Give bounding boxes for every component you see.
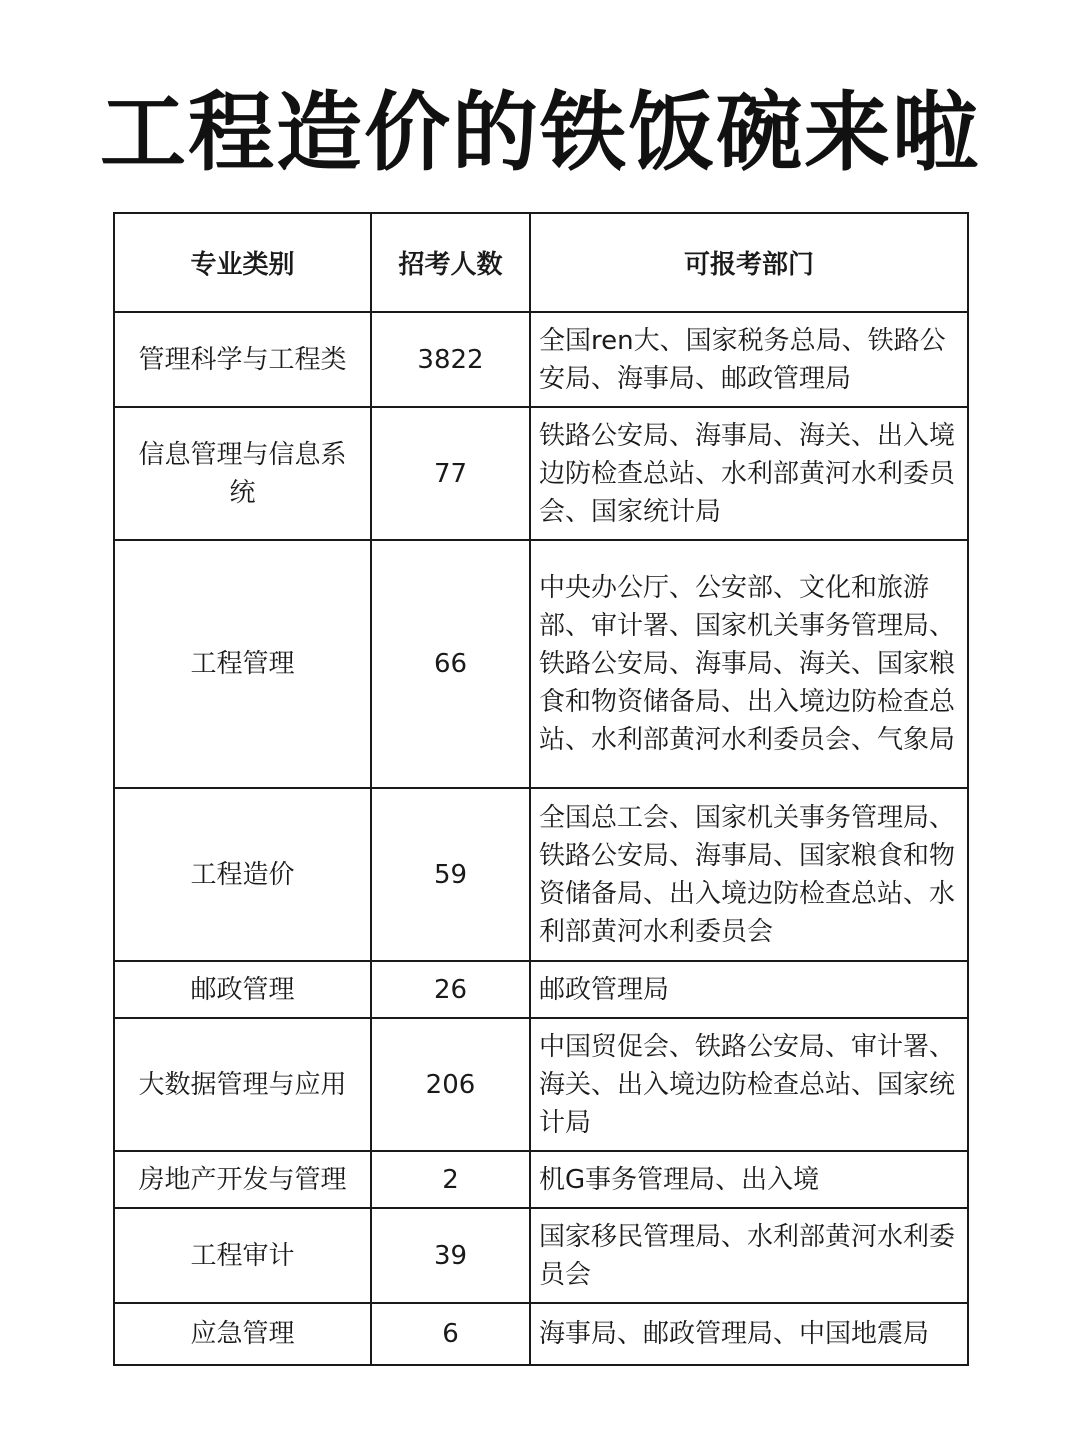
category-cell: 工程审计 [114,1208,371,1303]
table-row [114,961,968,1018]
table-header-row [114,213,968,312]
departments-cell: 中央办公厅、公安部、文化和旅游部、审计署、国家机关事务管理局、铁路公安局、海事局、海关、国家粮食和物资储备局、出入境边防检查总站、水利部黄河水利委员会、气象局 [530,540,968,788]
count-cell: 77 [371,407,530,540]
category-cell: 工程管理 [114,540,371,788]
category-cell: 房地产开发与管理 [114,1151,371,1208]
count-cell: 59 [371,788,530,961]
recruitment-table [113,212,969,1366]
departments-cell: 邮政管理局 [530,961,968,1018]
departments-cell: 铁路公安局、海事局、海关、出入境边防检查总站、水利部黄河水利委员会、国家统计局 [530,407,968,540]
count-cell: 206 [371,1018,530,1151]
departments-cell: 全国总工会、国家机关事务管理局、铁路公安局、海事局、国家粮食和物资储备局、出入境边防检查总站、水利部黄河水利委员会 [530,788,968,961]
page-title: 工程造价的铁饭碗来啦 [100,83,980,183]
count-cell: 6 [371,1303,530,1365]
category-cell: 工程造价 [114,788,371,961]
table-row [114,1018,968,1151]
header-count: 招考人数 [371,213,530,312]
header-departments: 可报考部门 [530,213,968,312]
count-cell: 66 [371,540,530,788]
category-cell: 信息管理与信息系统 [114,407,371,540]
departments-cell: 国家移民管理局、水利部黄河水利委员会 [530,1208,968,1303]
count-cell: 3822 [371,312,530,407]
table-row [114,1151,968,1208]
header-category: 专业类别 [114,213,371,312]
departments-cell: 中国贸促会、铁路公安局、审计署、海关、出入境边防检查总站、国家统计局 [530,1018,968,1151]
recruitment-table-container [113,212,967,1366]
departments-cell: 全国ren大、国家税务总局、铁路公安局、海事局、邮政管理局 [530,312,968,407]
category-cell: 应急管理 [114,1303,371,1365]
table-row [114,407,968,540]
departments-cell: 海事局、邮政管理局、中国地震局 [530,1303,968,1365]
count-cell: 2 [371,1151,530,1208]
count-cell: 39 [371,1208,530,1303]
departments-cell: 机G事务管理局、出入境 [530,1151,968,1208]
category-cell: 邮政管理 [114,961,371,1018]
table-row [114,1208,968,1303]
table-row [114,788,968,961]
category-cell: 大数据管理与应用 [114,1018,371,1151]
count-cell: 26 [371,961,530,1018]
table-row [114,312,968,407]
category-cell: 管理科学与工程类 [114,312,371,407]
table-row [114,540,968,788]
table-row [114,1303,968,1365]
